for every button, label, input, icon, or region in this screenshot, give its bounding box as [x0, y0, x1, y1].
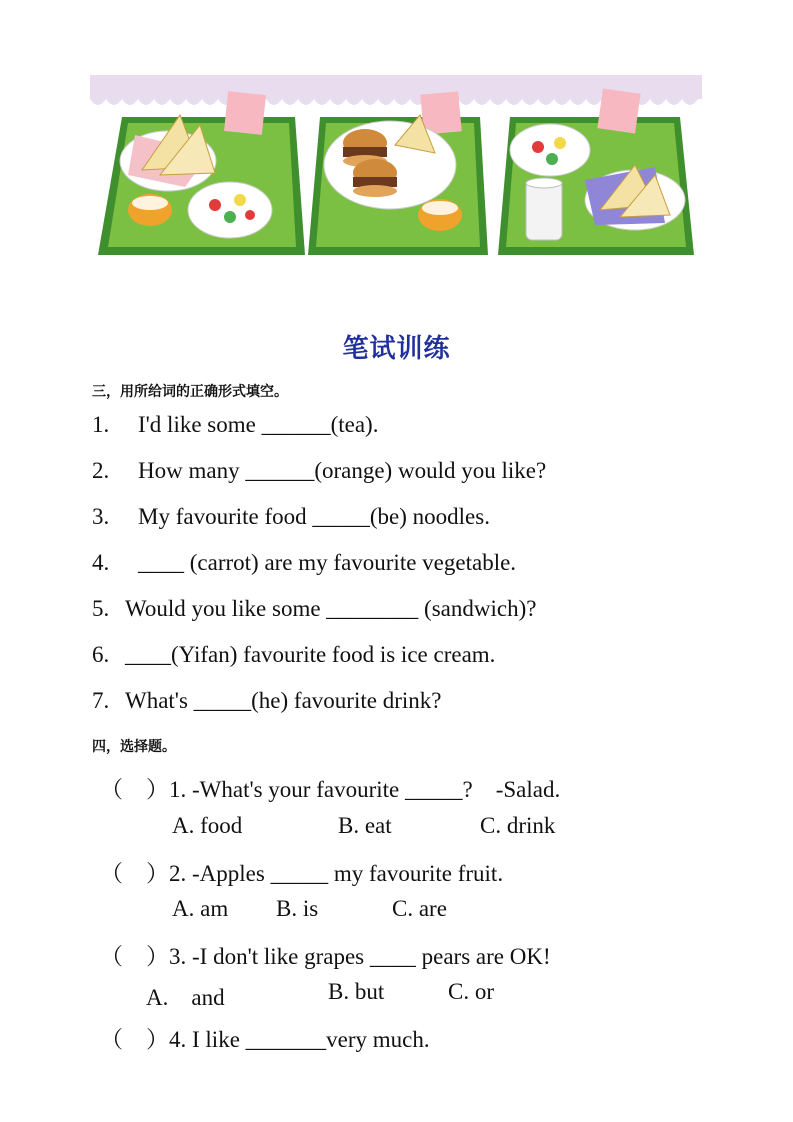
page-title: 笔试训练: [342, 334, 451, 364]
item-text: ____(Yifan) favourite food is ice cream.: [125, 642, 496, 667]
fill-item-5: [92, 596, 536, 622]
q2-option-b: B. is: [276, 896, 319, 921]
item-number: 7.: [92, 688, 110, 713]
tray-salad-milk-sandwich: [498, 89, 694, 255]
item-number: 6.: [92, 642, 110, 667]
q2-option-a: A. am: [172, 896, 229, 921]
item-number: 2.: [92, 458, 110, 483]
fill-item-7: [92, 688, 441, 714]
item-text: I'd like some ______(tea).: [138, 412, 379, 437]
fill-item-2: [92, 458, 546, 484]
q1-option-b: B. eat: [338, 813, 392, 838]
food-trays-banner: [90, 75, 702, 260]
choice-question-4: （ ）4. I like _______very much.: [100, 1027, 430, 1052]
item-number: 1.: [92, 412, 110, 437]
tray-sandwich-salad: [98, 91, 305, 255]
section4-heading: 四，选择题。: [92, 739, 176, 755]
q3-option-c: C. or: [448, 979, 494, 1004]
choice-question-2: （ ）2. -Apples _____ my favourite fruit.: [100, 861, 504, 886]
item-text: My favourite food _____(be) noodles.: [138, 504, 490, 529]
tray-burgers: [308, 91, 488, 255]
choice-question-3: （ ）3. -I don't like grapes ____ pears are OK!: [100, 944, 551, 969]
item-text: Would you like some ________ (sandwich)?: [125, 596, 537, 621]
q3-option-a: A. and: [146, 985, 225, 1010]
q3-option-b: B. but: [328, 979, 385, 1004]
fill-item-6: [92, 642, 495, 668]
item-number: 3.: [92, 504, 110, 529]
fill-item-1: [92, 412, 378, 438]
fill-item-4: [92, 550, 516, 576]
item-number: 4.: [92, 550, 110, 575]
section3-heading: 三，用所给词的正确形式填空。: [92, 384, 288, 400]
item-text: ____ (carrot) are my favourite vegetable.: [138, 550, 517, 575]
choice-question-1: （ ）1. -What's your favourite _____? -Salad.: [100, 777, 561, 802]
item-text: How many ______(orange) would you like?: [138, 458, 547, 483]
item-number: 5.: [92, 596, 110, 621]
fill-item-3: [92, 504, 490, 530]
q1-option-c: C. drink: [480, 813, 556, 838]
item-text: What's _____(he) favourite drink?: [125, 688, 442, 713]
q2-option-c: C. are: [392, 896, 447, 921]
q1-option-a: A. food: [172, 813, 243, 838]
